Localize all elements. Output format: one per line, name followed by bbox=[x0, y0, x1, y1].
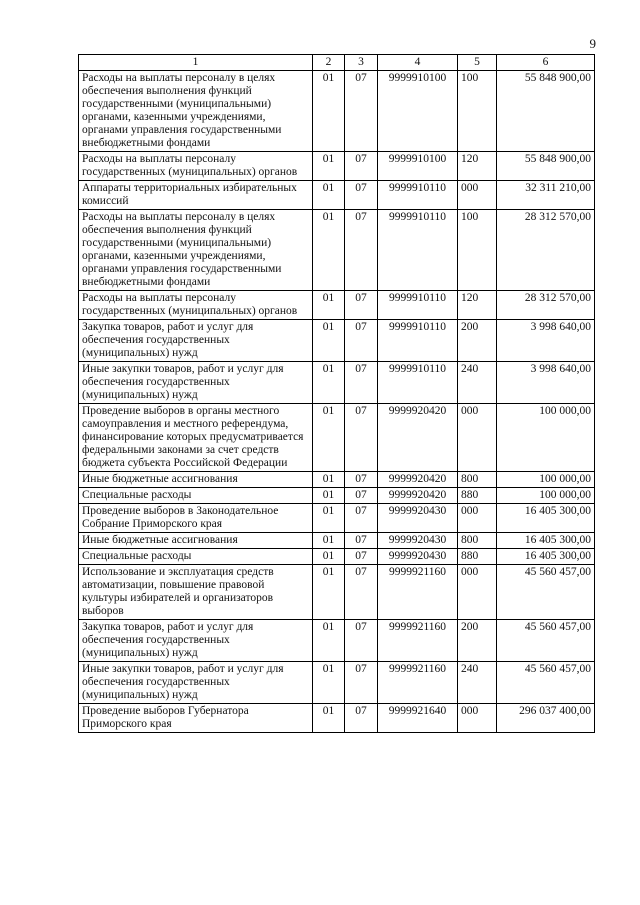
section-code: 01 bbox=[313, 71, 345, 152]
amount: 55 848 900,00 bbox=[497, 152, 595, 181]
expense-type-code: 800 bbox=[458, 533, 497, 549]
amount: 100 000,00 bbox=[497, 488, 595, 504]
subsection-code: 07 bbox=[345, 662, 378, 704]
header-col-2: 2 bbox=[313, 55, 345, 71]
expense-type-code: 000 bbox=[458, 404, 497, 472]
amount: 3 998 640,00 bbox=[497, 362, 595, 404]
table-body bbox=[79, 71, 595, 733]
target-item-code: 9999910110 bbox=[378, 362, 458, 404]
expense-name: Расходы на выплаты персоналу государственных (муниципальных) органов bbox=[79, 291, 313, 320]
expense-type-code: 000 bbox=[458, 565, 497, 620]
subsection-code: 07 bbox=[345, 320, 378, 362]
section-code: 01 bbox=[313, 565, 345, 620]
target-item-code: 9999910100 bbox=[378, 71, 458, 152]
subsection-code: 07 bbox=[345, 362, 378, 404]
expense-name: Расходы на выплаты персоналу в целях обеспечения выполнения функций государственными (муниципальными) органами, казенными учреждениями, органами управления государственными внебюджетными фондами bbox=[79, 210, 313, 291]
amount: 100 000,00 bbox=[497, 404, 595, 472]
expense-type-code: 000 bbox=[458, 504, 497, 533]
table-row bbox=[79, 291, 595, 320]
amount: 296 037 400,00 bbox=[497, 704, 595, 733]
subsection-code: 07 bbox=[345, 565, 378, 620]
section-code: 01 bbox=[313, 620, 345, 662]
expense-type-code: 120 bbox=[458, 152, 497, 181]
table-row bbox=[79, 472, 595, 488]
table-row bbox=[79, 549, 595, 565]
header-col-3: 3 bbox=[345, 55, 378, 71]
expense-name: Иные бюджетные ассигнования bbox=[79, 533, 313, 549]
expense-type-code: 200 bbox=[458, 620, 497, 662]
expense-name: Иные закупки товаров, работ и услуг для обеспечения государственных (муниципальных) нужд bbox=[79, 662, 313, 704]
expense-type-code: 200 bbox=[458, 320, 497, 362]
target-item-code: 9999920430 bbox=[378, 504, 458, 533]
target-item-code: 9999921160 bbox=[378, 662, 458, 704]
table-row bbox=[79, 181, 595, 210]
table-row bbox=[79, 404, 595, 472]
target-item-code: 9999920420 bbox=[378, 404, 458, 472]
expense-name: Иные закупки товаров, работ и услуг для обеспечения государственных (муниципальных) нужд bbox=[79, 362, 313, 404]
subsection-code: 07 bbox=[345, 472, 378, 488]
subsection-code: 07 bbox=[345, 71, 378, 152]
table-row bbox=[79, 662, 595, 704]
expense-name: Расходы на выплаты персоналу государственных (муниципальных) органов bbox=[79, 152, 313, 181]
target-item-code: 9999910110 bbox=[378, 291, 458, 320]
amount: 100 000,00 bbox=[497, 472, 595, 488]
expense-name: Использование и эксплуатация средств автоматизации, повышение правовой культуры избирателей и организаторов выборов bbox=[79, 565, 313, 620]
expense-name: Аппараты территориальных избирательных комиссий bbox=[79, 181, 313, 210]
target-item-code: 9999921160 bbox=[378, 620, 458, 662]
amount: 45 560 457,00 bbox=[497, 662, 595, 704]
header-row bbox=[79, 55, 595, 71]
section-code: 01 bbox=[313, 662, 345, 704]
amount: 3 998 640,00 bbox=[497, 320, 595, 362]
amount: 16 405 300,00 bbox=[497, 504, 595, 533]
amount: 55 848 900,00 bbox=[497, 71, 595, 152]
target-item-code: 9999921160 bbox=[378, 565, 458, 620]
amount: 28 312 570,00 bbox=[497, 291, 595, 320]
target-item-code: 9999910110 bbox=[378, 320, 458, 362]
section-code: 01 bbox=[313, 362, 345, 404]
table-row bbox=[79, 152, 595, 181]
section-code: 01 bbox=[313, 533, 345, 549]
subsection-code: 07 bbox=[345, 504, 378, 533]
expense-name: Специальные расходы bbox=[79, 488, 313, 504]
expense-type-code: 240 bbox=[458, 362, 497, 404]
section-code: 01 bbox=[313, 291, 345, 320]
target-item-code: 9999920430 bbox=[378, 549, 458, 565]
subsection-code: 07 bbox=[345, 291, 378, 320]
table-row bbox=[79, 210, 595, 291]
target-item-code: 9999920430 bbox=[378, 533, 458, 549]
expense-name: Закупка товаров, работ и услуг для обеспечения государственных (муниципальных) нужд bbox=[79, 620, 313, 662]
section-code: 01 bbox=[313, 549, 345, 565]
expense-name: Иные бюджетные ассигнования bbox=[79, 472, 313, 488]
expense-type-code: 880 bbox=[458, 549, 497, 565]
target-item-code: 9999910110 bbox=[378, 181, 458, 210]
amount: 16 405 300,00 bbox=[497, 533, 595, 549]
section-code: 01 bbox=[313, 472, 345, 488]
section-code: 01 bbox=[313, 704, 345, 733]
subsection-code: 07 bbox=[345, 533, 378, 549]
expense-type-code: 120 bbox=[458, 291, 497, 320]
table-row bbox=[79, 362, 595, 404]
budget-table bbox=[78, 54, 595, 733]
expense-name: Проведение выборов в Законодательное Собрание Приморского края bbox=[79, 504, 313, 533]
expense-type-code: 000 bbox=[458, 181, 497, 210]
amount: 32 311 210,00 bbox=[497, 181, 595, 210]
expense-type-code: 880 bbox=[458, 488, 497, 504]
amount: 45 560 457,00 bbox=[497, 620, 595, 662]
page-number: 9 bbox=[589, 36, 596, 51]
subsection-code: 07 bbox=[345, 549, 378, 565]
table-row bbox=[79, 71, 595, 152]
target-item-code: 9999921640 bbox=[378, 704, 458, 733]
header-col-1: 1 bbox=[79, 55, 313, 71]
table-row bbox=[79, 565, 595, 620]
target-item-code: 9999910110 bbox=[378, 210, 458, 291]
amount: 45 560 457,00 bbox=[497, 565, 595, 620]
expense-type-code: 100 bbox=[458, 71, 497, 152]
table-row bbox=[79, 620, 595, 662]
section-code: 01 bbox=[313, 210, 345, 291]
section-code: 01 bbox=[313, 152, 345, 181]
subsection-code: 07 bbox=[345, 181, 378, 210]
expense-name: Расходы на выплаты персоналу в целях обеспечения выполнения функций государственными (муниципальными) органами, казенными учреждениями, органами управления государственными внебюджетными фондами bbox=[79, 71, 313, 152]
expense-name: Проведение выборов в органы местного самоуправления и местного референдума, финансирование которых предусматривается федеральными законами за счет средств бюджета субъекта Российской Федерации bbox=[79, 404, 313, 472]
subsection-code: 07 bbox=[345, 704, 378, 733]
table-row bbox=[79, 320, 595, 362]
expense-name: Проведение выборов Губернатора Приморского края bbox=[79, 704, 313, 733]
section-code: 01 bbox=[313, 504, 345, 533]
header-col-5: 5 bbox=[458, 55, 497, 71]
subsection-code: 07 bbox=[345, 488, 378, 504]
header-col-6: 6 bbox=[497, 55, 595, 71]
expense-name: Закупка товаров, работ и услуг для обеспечения государственных (муниципальных) нужд bbox=[79, 320, 313, 362]
subsection-code: 07 bbox=[345, 210, 378, 291]
table-row bbox=[79, 488, 595, 504]
subsection-code: 07 bbox=[345, 152, 378, 181]
target-item-code: 9999910100 bbox=[378, 152, 458, 181]
table-row bbox=[79, 704, 595, 733]
subsection-code: 07 bbox=[345, 620, 378, 662]
table-row bbox=[79, 533, 595, 549]
amount: 28 312 570,00 bbox=[497, 210, 595, 291]
expense-type-code: 100 bbox=[458, 210, 497, 291]
expense-type-code: 800 bbox=[458, 472, 497, 488]
expense-name: Специальные расходы bbox=[79, 549, 313, 565]
expense-type-code: 000 bbox=[458, 704, 497, 733]
target-item-code: 9999920420 bbox=[378, 472, 458, 488]
amount: 16 405 300,00 bbox=[497, 549, 595, 565]
section-code: 01 bbox=[313, 404, 345, 472]
header-col-4: 4 bbox=[378, 55, 458, 71]
section-code: 01 bbox=[313, 488, 345, 504]
table-row bbox=[79, 504, 595, 533]
expense-type-code: 240 bbox=[458, 662, 497, 704]
subsection-code: 07 bbox=[345, 404, 378, 472]
target-item-code: 9999920420 bbox=[378, 488, 458, 504]
section-code: 01 bbox=[313, 320, 345, 362]
section-code: 01 bbox=[313, 181, 345, 210]
